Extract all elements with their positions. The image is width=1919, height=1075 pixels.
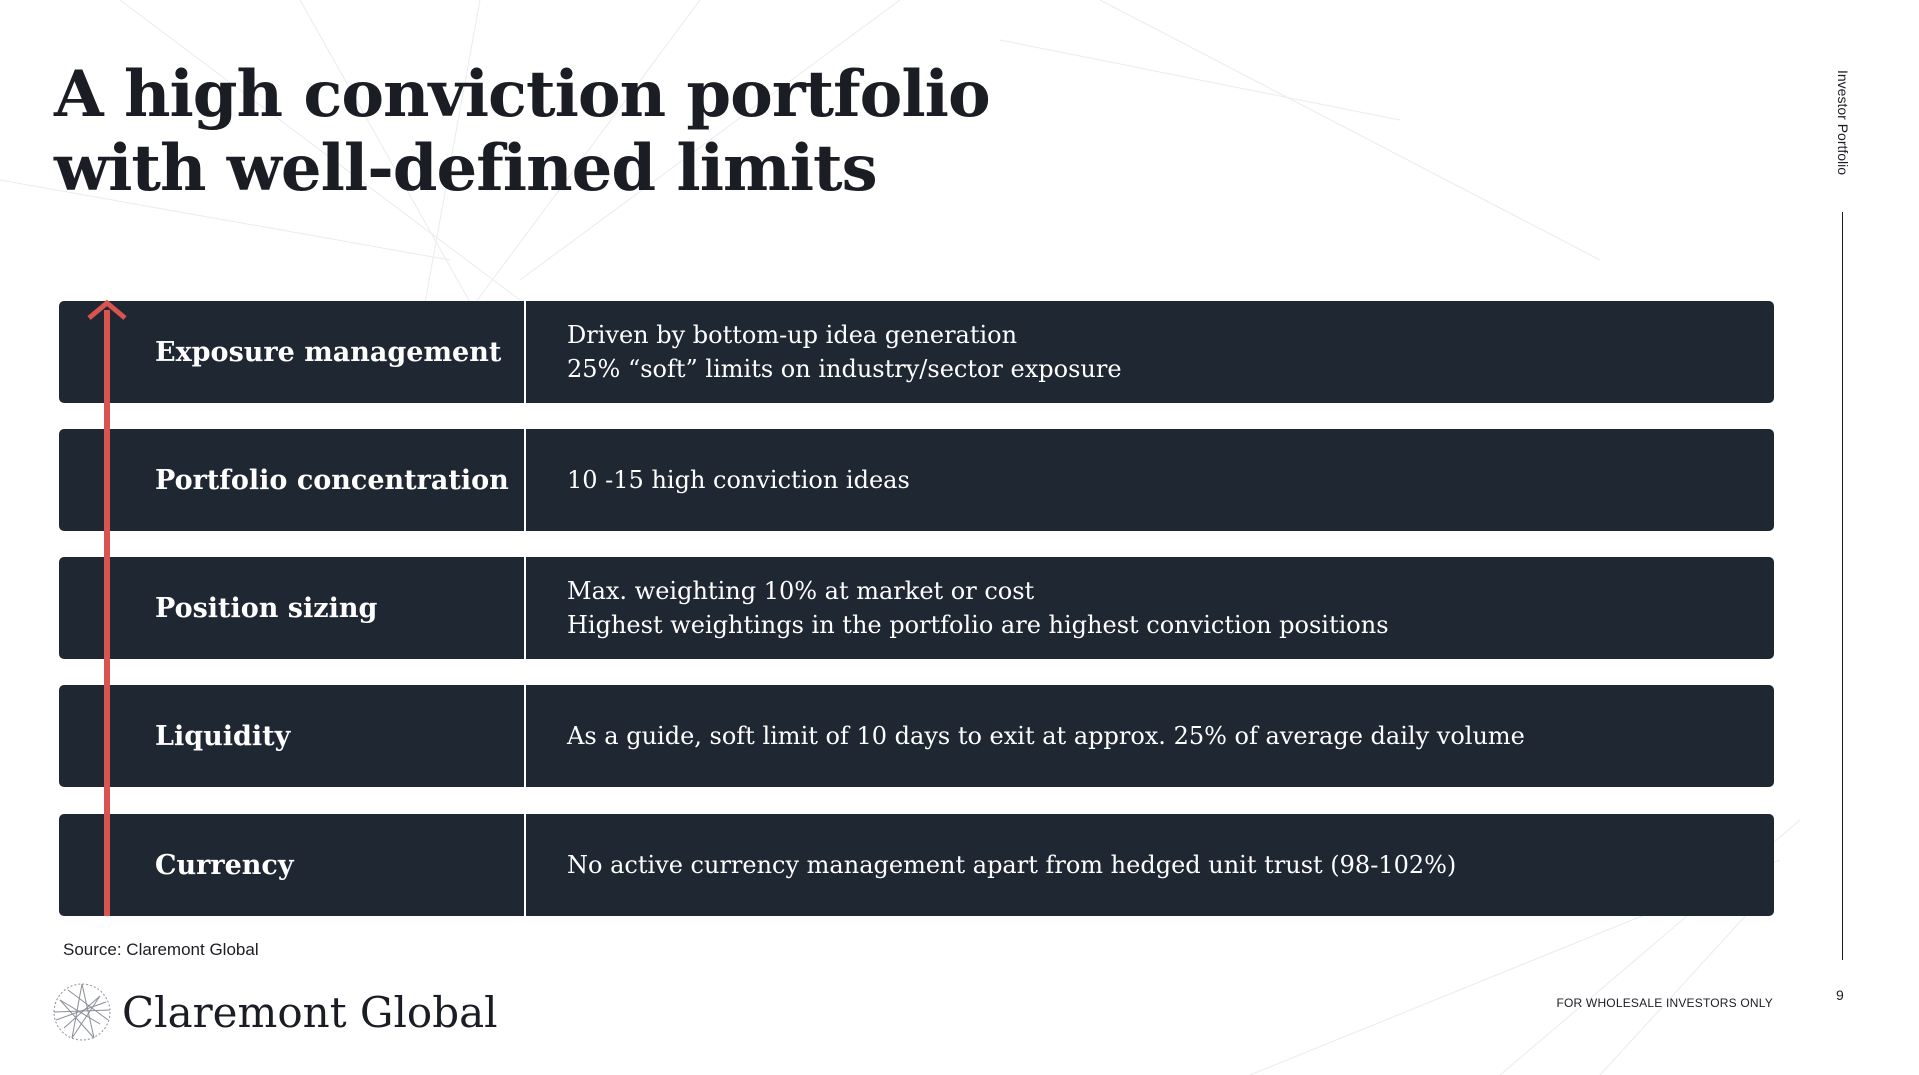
page-title	[54, 58, 990, 206]
limit-row-position-sizing	[59, 557, 1774, 659]
row-description-line: As a guide, soft limit of 10 days to exit at approx. 25% of average daily volume	[567, 722, 1525, 750]
row-description	[567, 557, 1754, 659]
row-label: Exposure management	[155, 336, 502, 368]
row-divider	[524, 557, 526, 659]
row-label: Currency	[155, 849, 294, 881]
title-line-1: A high conviction portfolio	[54, 57, 990, 132]
source-note: Source: Claremont Global	[63, 940, 259, 959]
title-line-2: with well-defined limits	[54, 131, 877, 206]
row-description-line: Driven by bottom-up idea generation	[567, 321, 1018, 349]
row-description	[567, 814, 1754, 916]
row-label: Portfolio concentration	[155, 464, 509, 496]
page-number: 9	[1836, 987, 1844, 1003]
company-logo	[50, 980, 498, 1044]
network-globe-icon	[50, 980, 114, 1044]
row-label: Position sizing	[155, 592, 378, 624]
row-divider	[524, 301, 526, 403]
row-description-line: 25% “soft” limits on industry/sector exposure	[567, 355, 1122, 383]
row-description-line: 10 -15 high conviction ideas	[567, 466, 910, 494]
section-label	[1828, 70, 1858, 190]
limit-row-liquidity	[59, 685, 1774, 787]
row-description	[567, 429, 1754, 531]
side-divider	[1842, 212, 1843, 960]
row-divider	[524, 429, 526, 531]
row-divider	[524, 685, 526, 787]
section-label-text: Investor Portfolio	[1835, 70, 1851, 176]
row-description	[567, 685, 1754, 787]
row-description-line: Max. weighting 10% at market or cost	[567, 577, 1035, 605]
limit-row-currency	[59, 814, 1774, 916]
footer-disclaimer: FOR WHOLESALE INVESTORS ONLY	[1556, 996, 1773, 1010]
limit-row-concentration	[59, 429, 1774, 531]
limit-row-exposure	[59, 301, 1774, 403]
row-description	[567, 301, 1754, 403]
row-description-line: Highest weightings in the portfolio are highest conviction positions	[567, 611, 1389, 639]
row-label: Liquidity	[155, 720, 291, 752]
row-divider	[524, 814, 526, 916]
logo-text: Claremont Global	[122, 987, 498, 1037]
row-description-line: No active currency management apart from hedged unit trust (98-102%)	[567, 851, 1457, 879]
